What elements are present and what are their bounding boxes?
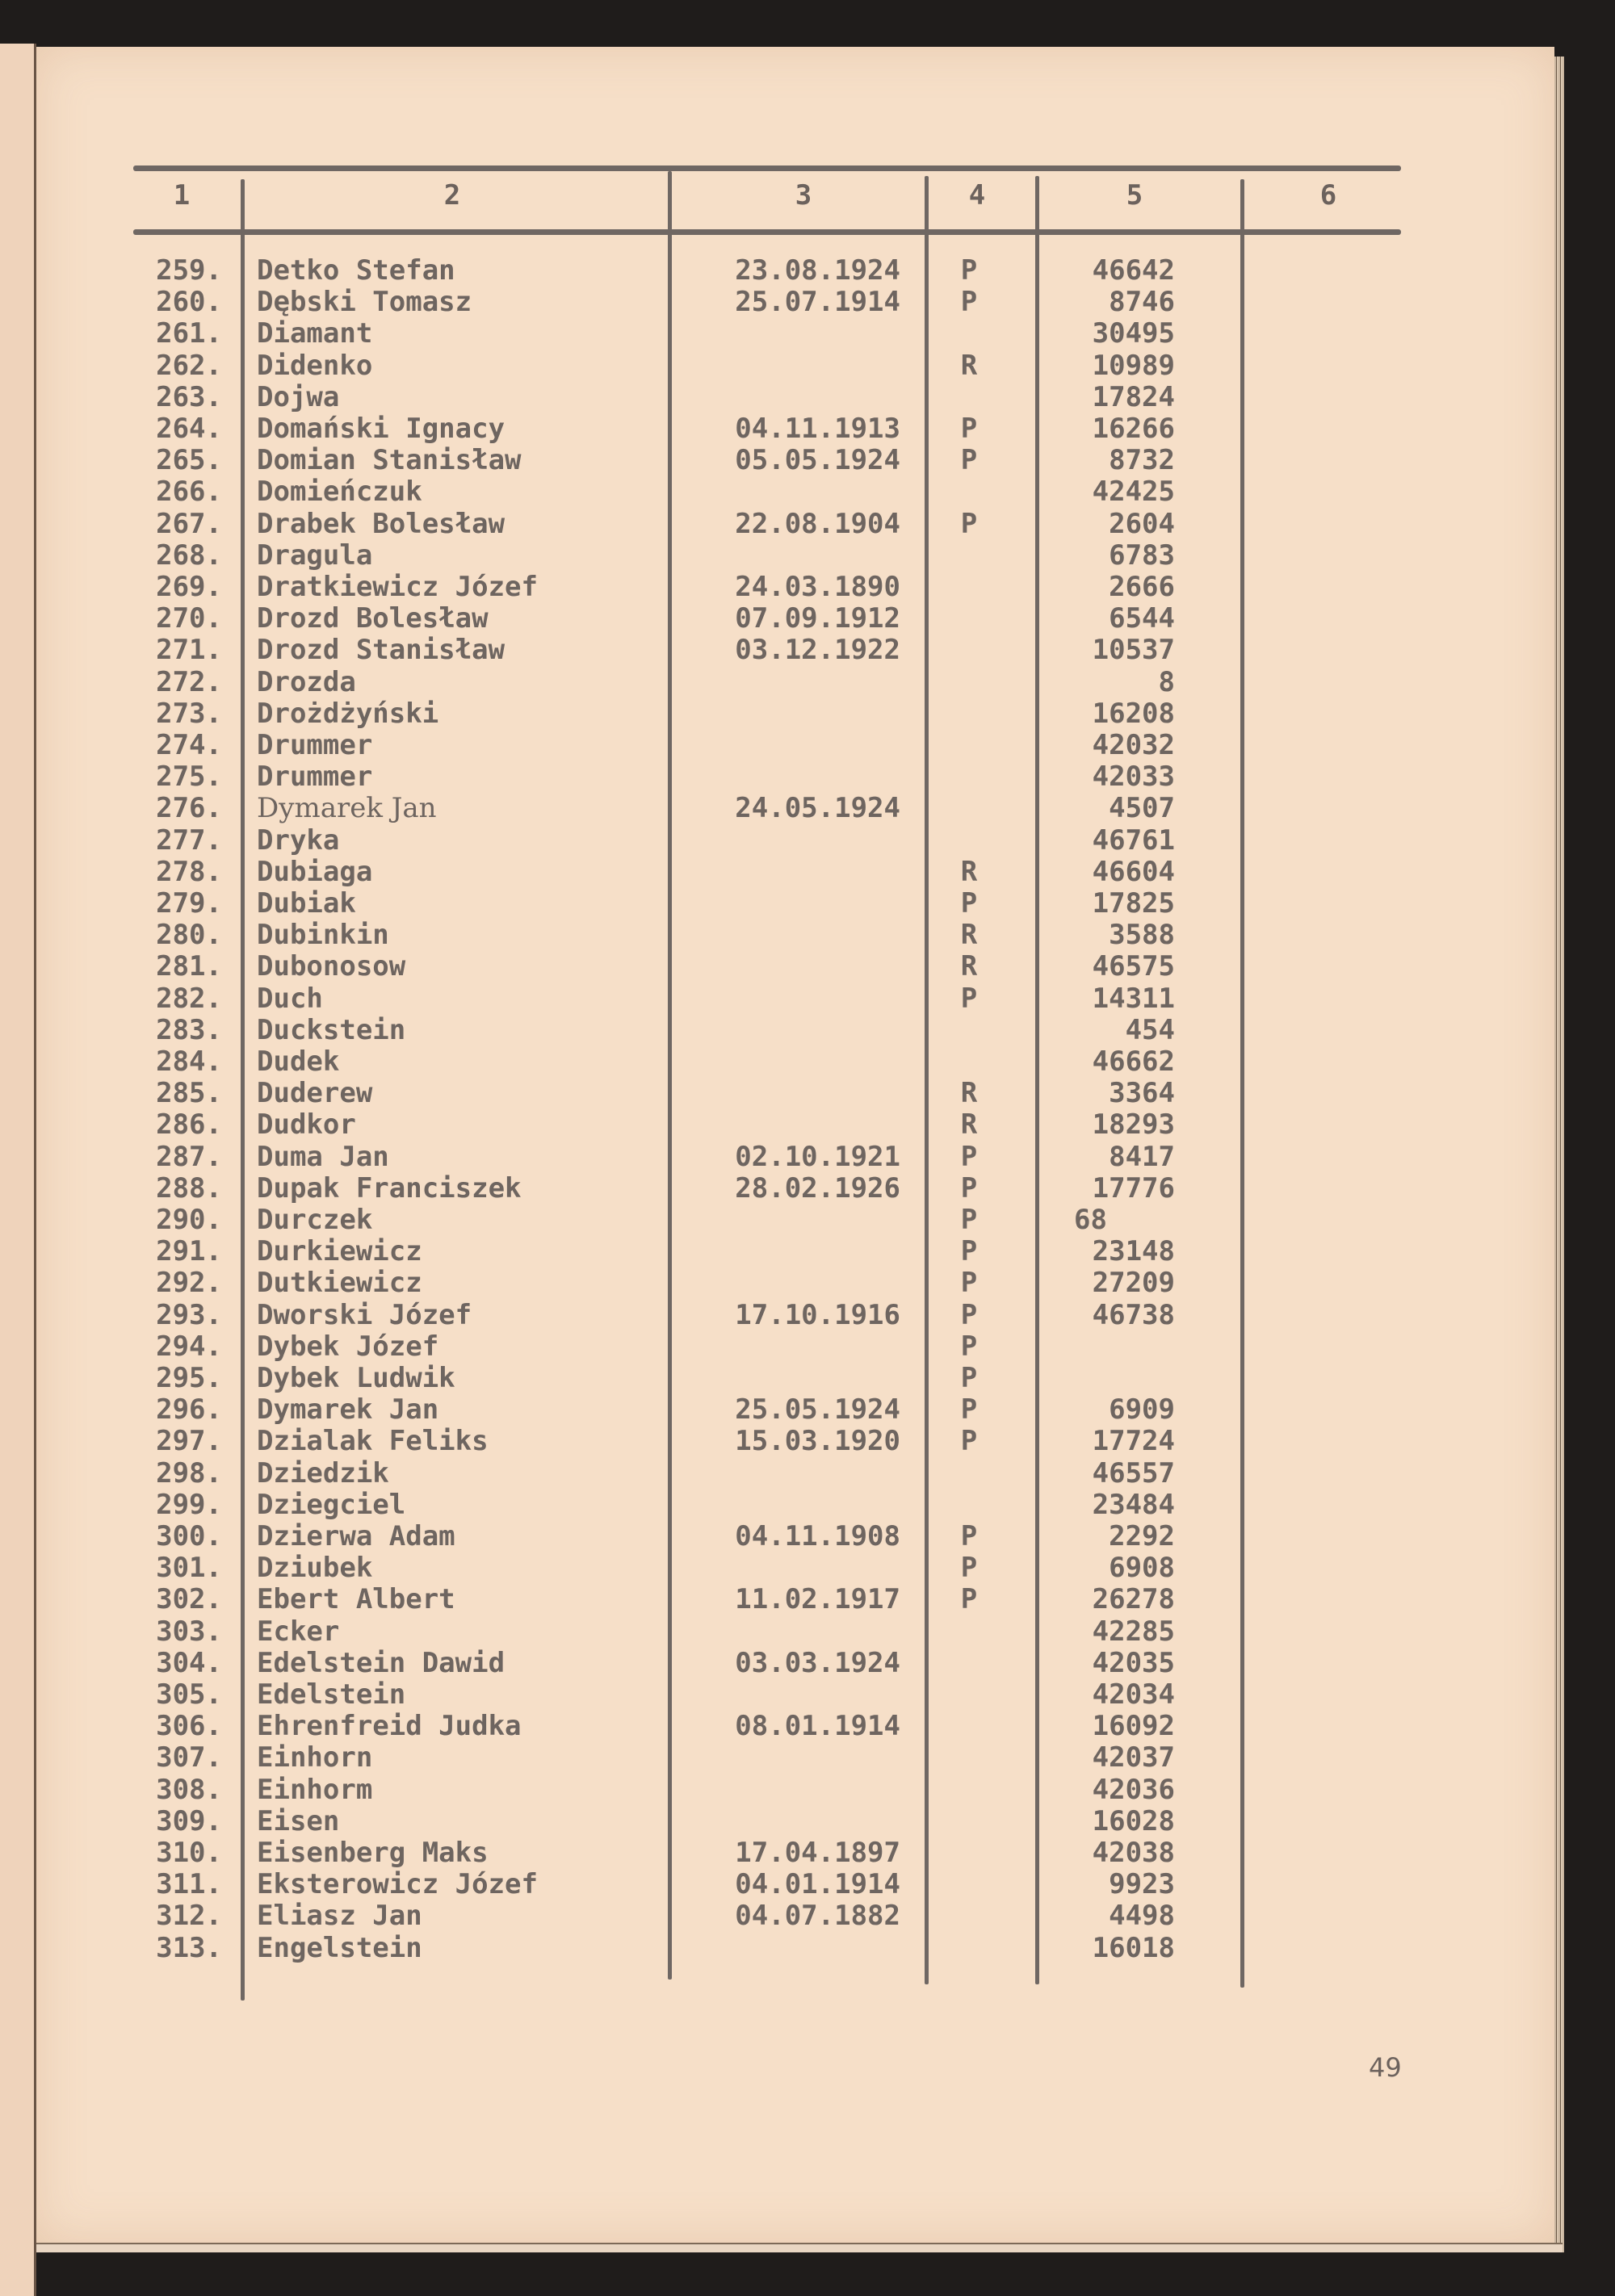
entry-number: 309. bbox=[156, 1804, 222, 1837]
entry-number: 312. bbox=[156, 1900, 222, 1933]
entry-code: P bbox=[960, 444, 978, 477]
entry-value: 16018 bbox=[1092, 1931, 1175, 1964]
entry-name: Domieńczuk bbox=[257, 476, 422, 509]
entry-date: 02.10.1921 bbox=[735, 1140, 900, 1173]
table-row bbox=[0, 509, 1615, 540]
entry-name: Dudkor bbox=[257, 1108, 356, 1142]
entry-value: 23484 bbox=[1092, 1488, 1175, 1521]
entry-value: 42036 bbox=[1092, 1773, 1175, 1806]
entry-code: P bbox=[960, 1140, 978, 1173]
entry-value: 17776 bbox=[1092, 1171, 1175, 1205]
entry-name: Drozda bbox=[257, 665, 356, 698]
entry-name: Dziedzik bbox=[257, 1456, 389, 1489]
table-row bbox=[0, 1015, 1615, 1046]
entry-date: 04.01.1914 bbox=[735, 1868, 900, 1901]
entry-value: 2604 bbox=[1109, 507, 1175, 540]
table-row bbox=[0, 920, 1615, 951]
entry-value: 46642 bbox=[1092, 254, 1175, 287]
entry-value: 68 bbox=[1074, 1204, 1107, 1236]
entry-number: 266. bbox=[156, 476, 222, 509]
entry-code: P bbox=[960, 413, 978, 445]
entry-code: P bbox=[960, 1425, 978, 1458]
entry-date: 11.02.1917 bbox=[735, 1583, 900, 1616]
entry-value: 46738 bbox=[1092, 1298, 1175, 1331]
entry-name: Diamant bbox=[257, 317, 373, 350]
entry-value: 8746 bbox=[1109, 286, 1175, 319]
table-row bbox=[0, 603, 1615, 635]
entry-value: 3364 bbox=[1109, 1077, 1175, 1110]
entry-name: Dubiak bbox=[257, 887, 356, 920]
entry-number: 304. bbox=[156, 1646, 222, 1679]
entry-name: Engelstein bbox=[257, 1931, 422, 1964]
table-row bbox=[0, 1521, 1615, 1552]
table-row bbox=[0, 1363, 1615, 1394]
entry-name: Einhorm bbox=[257, 1773, 373, 1806]
entry-name: Duderew bbox=[257, 1077, 373, 1110]
table-row bbox=[0, 1078, 1615, 1109]
entry-number: 259. bbox=[156, 254, 222, 287]
entry-name: Dubiaga bbox=[257, 855, 373, 888]
entry-name: Dupak Franciszek bbox=[257, 1171, 522, 1205]
entry-name: Dryka bbox=[257, 823, 340, 857]
table-row bbox=[0, 1046, 1615, 1078]
entry-number: 295. bbox=[156, 1362, 222, 1394]
entry-value: 17824 bbox=[1092, 380, 1175, 413]
entry-value: 2292 bbox=[1109, 1520, 1175, 1552]
column-header-5: 5 bbox=[1126, 179, 1143, 212]
entry-code: P bbox=[960, 286, 978, 319]
table-row bbox=[0, 1173, 1615, 1205]
table-row bbox=[0, 857, 1615, 888]
entry-name: Dymarek Jan bbox=[257, 792, 437, 825]
entry-value: 14311 bbox=[1092, 982, 1175, 1015]
entry-value: 454 bbox=[1125, 1013, 1175, 1046]
entry-value: 16092 bbox=[1092, 1710, 1175, 1743]
entry-name: Eisenberg Maks bbox=[257, 1837, 489, 1869]
table-row bbox=[0, 825, 1615, 857]
entry-number: 261. bbox=[156, 317, 222, 350]
entry-name: Dymarek Jan bbox=[257, 1393, 439, 1427]
entry-number: 299. bbox=[156, 1488, 222, 1521]
table-row bbox=[0, 1142, 1615, 1173]
entry-value: 46557 bbox=[1092, 1456, 1175, 1489]
entry-name: Drummer bbox=[257, 729, 373, 761]
entry-number: 282. bbox=[156, 982, 222, 1015]
entry-value: 3588 bbox=[1109, 919, 1175, 952]
table-row bbox=[0, 1394, 1615, 1426]
entry-value: 42037 bbox=[1092, 1741, 1175, 1774]
table-row bbox=[0, 413, 1615, 445]
entry-number: 311. bbox=[156, 1868, 222, 1901]
entry-name: Dzierwa Adam bbox=[257, 1520, 455, 1552]
entry-name: Edelstein bbox=[257, 1678, 406, 1711]
table-row bbox=[0, 1300, 1615, 1331]
entry-number: 310. bbox=[156, 1837, 222, 1869]
entry-name: Dubinkin bbox=[257, 919, 389, 952]
table-row bbox=[0, 1331, 1615, 1363]
table-row bbox=[0, 287, 1615, 318]
entry-code: P bbox=[960, 507, 978, 540]
entry-code: P bbox=[960, 1235, 978, 1268]
table-row bbox=[0, 983, 1615, 1015]
entry-number: 293. bbox=[156, 1298, 222, 1331]
entry-number: 280. bbox=[156, 919, 222, 952]
table-row bbox=[0, 1837, 1615, 1869]
table-header-rule bbox=[133, 229, 1401, 235]
entry-number: 273. bbox=[156, 697, 222, 730]
entry-number: 277. bbox=[156, 823, 222, 857]
entry-number: 269. bbox=[156, 571, 222, 603]
table-row bbox=[0, 1616, 1615, 1648]
entry-number: 296. bbox=[156, 1393, 222, 1427]
entry-code: R bbox=[960, 1108, 978, 1142]
entry-code: P bbox=[960, 1362, 978, 1394]
entry-code: P bbox=[960, 1583, 978, 1616]
entry-code: P bbox=[960, 1330, 978, 1363]
table-row bbox=[0, 1900, 1615, 1932]
entry-code: P bbox=[960, 1267, 978, 1300]
column-header-1: 1 bbox=[173, 179, 191, 212]
entry-date: 24.03.1890 bbox=[735, 571, 900, 603]
entry-date: 22.08.1904 bbox=[735, 507, 900, 540]
table-row bbox=[0, 1933, 1615, 1964]
entry-name: Drożdżyński bbox=[257, 697, 439, 730]
table-row bbox=[0, 1711, 1615, 1742]
table-row bbox=[0, 1552, 1615, 1584]
entry-value: 27209 bbox=[1092, 1267, 1175, 1300]
entry-code: R bbox=[960, 855, 978, 888]
table-row bbox=[0, 1236, 1615, 1267]
entry-name: Durczek bbox=[257, 1204, 373, 1236]
entry-name: Dzialak Feliks bbox=[257, 1425, 489, 1458]
entry-date: 17.04.1897 bbox=[735, 1837, 900, 1869]
table-row bbox=[0, 793, 1615, 824]
entry-number: 264. bbox=[156, 413, 222, 445]
entry-number: 274. bbox=[156, 729, 222, 761]
page-number: 49 bbox=[1369, 2052, 1402, 2083]
table-row bbox=[0, 1869, 1615, 1900]
entry-name: Dybek Józef bbox=[257, 1330, 439, 1363]
entry-number: 306. bbox=[156, 1710, 222, 1743]
entry-code: P bbox=[960, 1552, 978, 1585]
entry-value: 8732 bbox=[1109, 444, 1175, 477]
entry-name: Dubonosow bbox=[257, 950, 406, 983]
page-bottom-edge bbox=[36, 2243, 1563, 2252]
entry-date: 15.03.1920 bbox=[735, 1425, 900, 1458]
entry-value: 18293 bbox=[1092, 1108, 1175, 1142]
entry-code: P bbox=[960, 982, 978, 1015]
entry-number: 275. bbox=[156, 760, 222, 794]
entry-name: Dworski Józef bbox=[257, 1298, 472, 1331]
entry-date: 05.05.1924 bbox=[735, 444, 900, 477]
entry-name: Dybek Ludwik bbox=[257, 1362, 455, 1394]
entry-date: 04.07.1882 bbox=[735, 1900, 900, 1933]
entry-name: Detko Stefan bbox=[257, 254, 455, 287]
entry-number: 286. bbox=[156, 1108, 222, 1142]
table-row bbox=[0, 350, 1615, 382]
entry-value: 2666 bbox=[1109, 571, 1175, 603]
entry-code: P bbox=[960, 887, 978, 920]
entry-number: 265. bbox=[156, 444, 222, 477]
entry-number: 308. bbox=[156, 1773, 222, 1806]
entry-date: 03.03.1924 bbox=[735, 1646, 900, 1679]
entry-value: 42425 bbox=[1092, 476, 1175, 509]
column-header-4: 4 bbox=[968, 179, 986, 212]
entry-name: Eliasz Jan bbox=[257, 1900, 422, 1933]
table-row bbox=[0, 1648, 1615, 1679]
entry-code: R bbox=[960, 950, 978, 983]
entry-name: Duch bbox=[257, 982, 323, 1015]
entry-date: 25.05.1924 bbox=[735, 1393, 900, 1427]
entry-value: 8417 bbox=[1109, 1140, 1175, 1173]
entry-name: Eisen bbox=[257, 1804, 340, 1837]
entry-value: 6783 bbox=[1109, 538, 1175, 572]
table-row bbox=[0, 1742, 1615, 1774]
entry-code: P bbox=[960, 1298, 978, 1331]
table-row bbox=[0, 761, 1615, 793]
entry-number: 301. bbox=[156, 1552, 222, 1585]
column-header-3: 3 bbox=[795, 179, 812, 212]
entry-value: 42035 bbox=[1092, 1646, 1175, 1679]
entry-code: P bbox=[960, 1171, 978, 1205]
entry-date: 23.08.1924 bbox=[735, 254, 900, 287]
entry-date: 24.05.1924 bbox=[735, 792, 900, 825]
entry-code: R bbox=[960, 919, 978, 952]
entry-value: 46575 bbox=[1092, 950, 1175, 983]
entry-number: 313. bbox=[156, 1931, 222, 1964]
entry-code: P bbox=[960, 1393, 978, 1427]
table-row bbox=[0, 255, 1615, 287]
entry-value: 4498 bbox=[1109, 1900, 1175, 1933]
table-row bbox=[0, 1205, 1615, 1236]
entry-name: Durkiewicz bbox=[257, 1235, 422, 1268]
entry-value: 17825 bbox=[1092, 887, 1175, 920]
entry-name: Einhorn bbox=[257, 1741, 373, 1774]
entry-number: 291. bbox=[156, 1235, 222, 1268]
entry-date: 04.11.1913 bbox=[735, 413, 900, 445]
entry-number: 307. bbox=[156, 1741, 222, 1774]
entry-value: 42034 bbox=[1092, 1678, 1175, 1711]
entry-name: Duckstein bbox=[257, 1013, 406, 1046]
entry-name: Dębski Tomasz bbox=[257, 286, 472, 319]
entry-value: 16028 bbox=[1092, 1804, 1175, 1837]
entry-name: Drozd Bolesław bbox=[257, 602, 489, 635]
entry-number: 290. bbox=[156, 1204, 222, 1236]
entry-value: 26278 bbox=[1092, 1583, 1175, 1616]
table-row bbox=[0, 476, 1615, 508]
entry-name: Dziubek bbox=[257, 1552, 373, 1585]
entry-value: 16208 bbox=[1092, 697, 1175, 730]
entry-name: Eksterowicz Józef bbox=[257, 1868, 538, 1901]
entry-number: 298. bbox=[156, 1456, 222, 1489]
table-row bbox=[0, 1584, 1615, 1615]
entry-name: Dragula bbox=[257, 538, 373, 572]
entry-number: 305. bbox=[156, 1678, 222, 1711]
entry-name: Didenko bbox=[257, 349, 373, 382]
table-top-rule bbox=[133, 165, 1401, 171]
entry-value: 46604 bbox=[1092, 855, 1175, 888]
entry-number: 294. bbox=[156, 1330, 222, 1363]
entry-number: 300. bbox=[156, 1520, 222, 1552]
entry-date: 04.11.1908 bbox=[735, 1520, 900, 1552]
entry-date: 25.07.1914 bbox=[735, 286, 900, 319]
entry-name: Drabek Bolesław bbox=[257, 507, 505, 540]
entry-number: 271. bbox=[156, 634, 222, 667]
entry-name: Ecker bbox=[257, 1615, 340, 1648]
table-row bbox=[0, 730, 1615, 761]
entry-value: 42285 bbox=[1092, 1615, 1175, 1648]
table-row bbox=[0, 1774, 1615, 1806]
entry-date: 08.01.1914 bbox=[735, 1710, 900, 1743]
entry-number: 272. bbox=[156, 665, 222, 698]
table-row bbox=[0, 698, 1615, 730]
column-header-2: 2 bbox=[443, 179, 461, 212]
entry-date: 17.10.1916 bbox=[735, 1298, 900, 1331]
entry-name: Dojwa bbox=[257, 380, 340, 413]
entry-value: 30495 bbox=[1092, 317, 1175, 350]
entry-number: 281. bbox=[156, 950, 222, 983]
entry-value: 23148 bbox=[1092, 1235, 1175, 1268]
entry-number: 267. bbox=[156, 507, 222, 540]
entry-value: 46761 bbox=[1092, 823, 1175, 857]
entry-value: 4507 bbox=[1109, 792, 1175, 825]
entry-name: Dudek bbox=[257, 1045, 340, 1078]
entry-number: 284. bbox=[156, 1045, 222, 1078]
entry-value: 42033 bbox=[1092, 760, 1175, 794]
entry-date: 28.02.1926 bbox=[735, 1171, 900, 1205]
table-row bbox=[0, 1489, 1615, 1521]
entry-number: 270. bbox=[156, 602, 222, 635]
entry-value: 9923 bbox=[1109, 1868, 1175, 1901]
table-row bbox=[0, 382, 1615, 413]
entry-name: Domański Ignacy bbox=[257, 413, 505, 445]
entry-number: 287. bbox=[156, 1140, 222, 1173]
entry-number: 283. bbox=[156, 1013, 222, 1046]
entry-code: P bbox=[960, 1520, 978, 1552]
entry-number: 279. bbox=[156, 887, 222, 920]
entry-number: 263. bbox=[156, 380, 222, 413]
entry-code: P bbox=[960, 254, 978, 287]
entry-number: 276. bbox=[156, 792, 222, 825]
entry-number: 288. bbox=[156, 1171, 222, 1205]
entry-number: 268. bbox=[156, 538, 222, 572]
table-row bbox=[0, 667, 1615, 698]
entry-code: R bbox=[960, 1077, 978, 1110]
entry-name: Dutkiewicz bbox=[257, 1267, 422, 1300]
table-row bbox=[0, 445, 1615, 476]
entry-value: 42032 bbox=[1092, 729, 1175, 761]
table-row bbox=[0, 1426, 1615, 1457]
entry-number: 303. bbox=[156, 1615, 222, 1648]
entry-name: Domian Stanisław bbox=[257, 444, 522, 477]
entry-number: 260. bbox=[156, 286, 222, 319]
entry-name: Edelstein Dawid bbox=[257, 1646, 505, 1679]
entry-name: Dratkiewicz Józef bbox=[257, 571, 538, 603]
entry-value: 17724 bbox=[1092, 1425, 1175, 1458]
entry-value: 6544 bbox=[1109, 602, 1175, 635]
entry-code: R bbox=[960, 349, 978, 382]
entry-number: 278. bbox=[156, 855, 222, 888]
entry-name: Ebert Albert bbox=[257, 1583, 455, 1616]
entry-name: Dziegciel bbox=[257, 1488, 406, 1521]
table-row bbox=[0, 1109, 1615, 1141]
entry-number: 292. bbox=[156, 1267, 222, 1300]
table-row bbox=[0, 318, 1615, 350]
entry-value: 42038 bbox=[1092, 1837, 1175, 1869]
entry-name: Drummer bbox=[257, 760, 373, 794]
table-row bbox=[0, 1458, 1615, 1489]
entry-value: 6909 bbox=[1109, 1393, 1175, 1427]
table-row bbox=[0, 888, 1615, 920]
entry-value: 6908 bbox=[1109, 1552, 1175, 1585]
table-row bbox=[0, 1267, 1615, 1299]
column-header-6: 6 bbox=[1319, 179, 1337, 212]
entry-name: Duma Jan bbox=[257, 1140, 389, 1173]
entry-value: 46662 bbox=[1092, 1045, 1175, 1078]
entry-number: 262. bbox=[156, 349, 222, 382]
table-row bbox=[0, 1806, 1615, 1837]
entry-name: Ehrenfreid Judka bbox=[257, 1710, 522, 1743]
table-row bbox=[0, 1679, 1615, 1711]
entry-date: 03.12.1922 bbox=[735, 634, 900, 667]
table-row bbox=[0, 572, 1615, 603]
entry-number: 297. bbox=[156, 1425, 222, 1458]
table-row bbox=[0, 951, 1615, 983]
entry-value: 10989 bbox=[1092, 349, 1175, 382]
entry-name: Drozd Stanisław bbox=[257, 634, 505, 667]
entry-number: 285. bbox=[156, 1077, 222, 1110]
entry-value: 8 bbox=[1158, 665, 1175, 698]
entry-value: 10537 bbox=[1092, 634, 1175, 667]
entry-date: 07.09.1912 bbox=[735, 602, 900, 635]
entry-value: 16266 bbox=[1092, 413, 1175, 445]
table-row bbox=[0, 540, 1615, 572]
entry-code: P bbox=[960, 1204, 978, 1236]
entry-number: 302. bbox=[156, 1583, 222, 1616]
table-row bbox=[0, 635, 1615, 666]
